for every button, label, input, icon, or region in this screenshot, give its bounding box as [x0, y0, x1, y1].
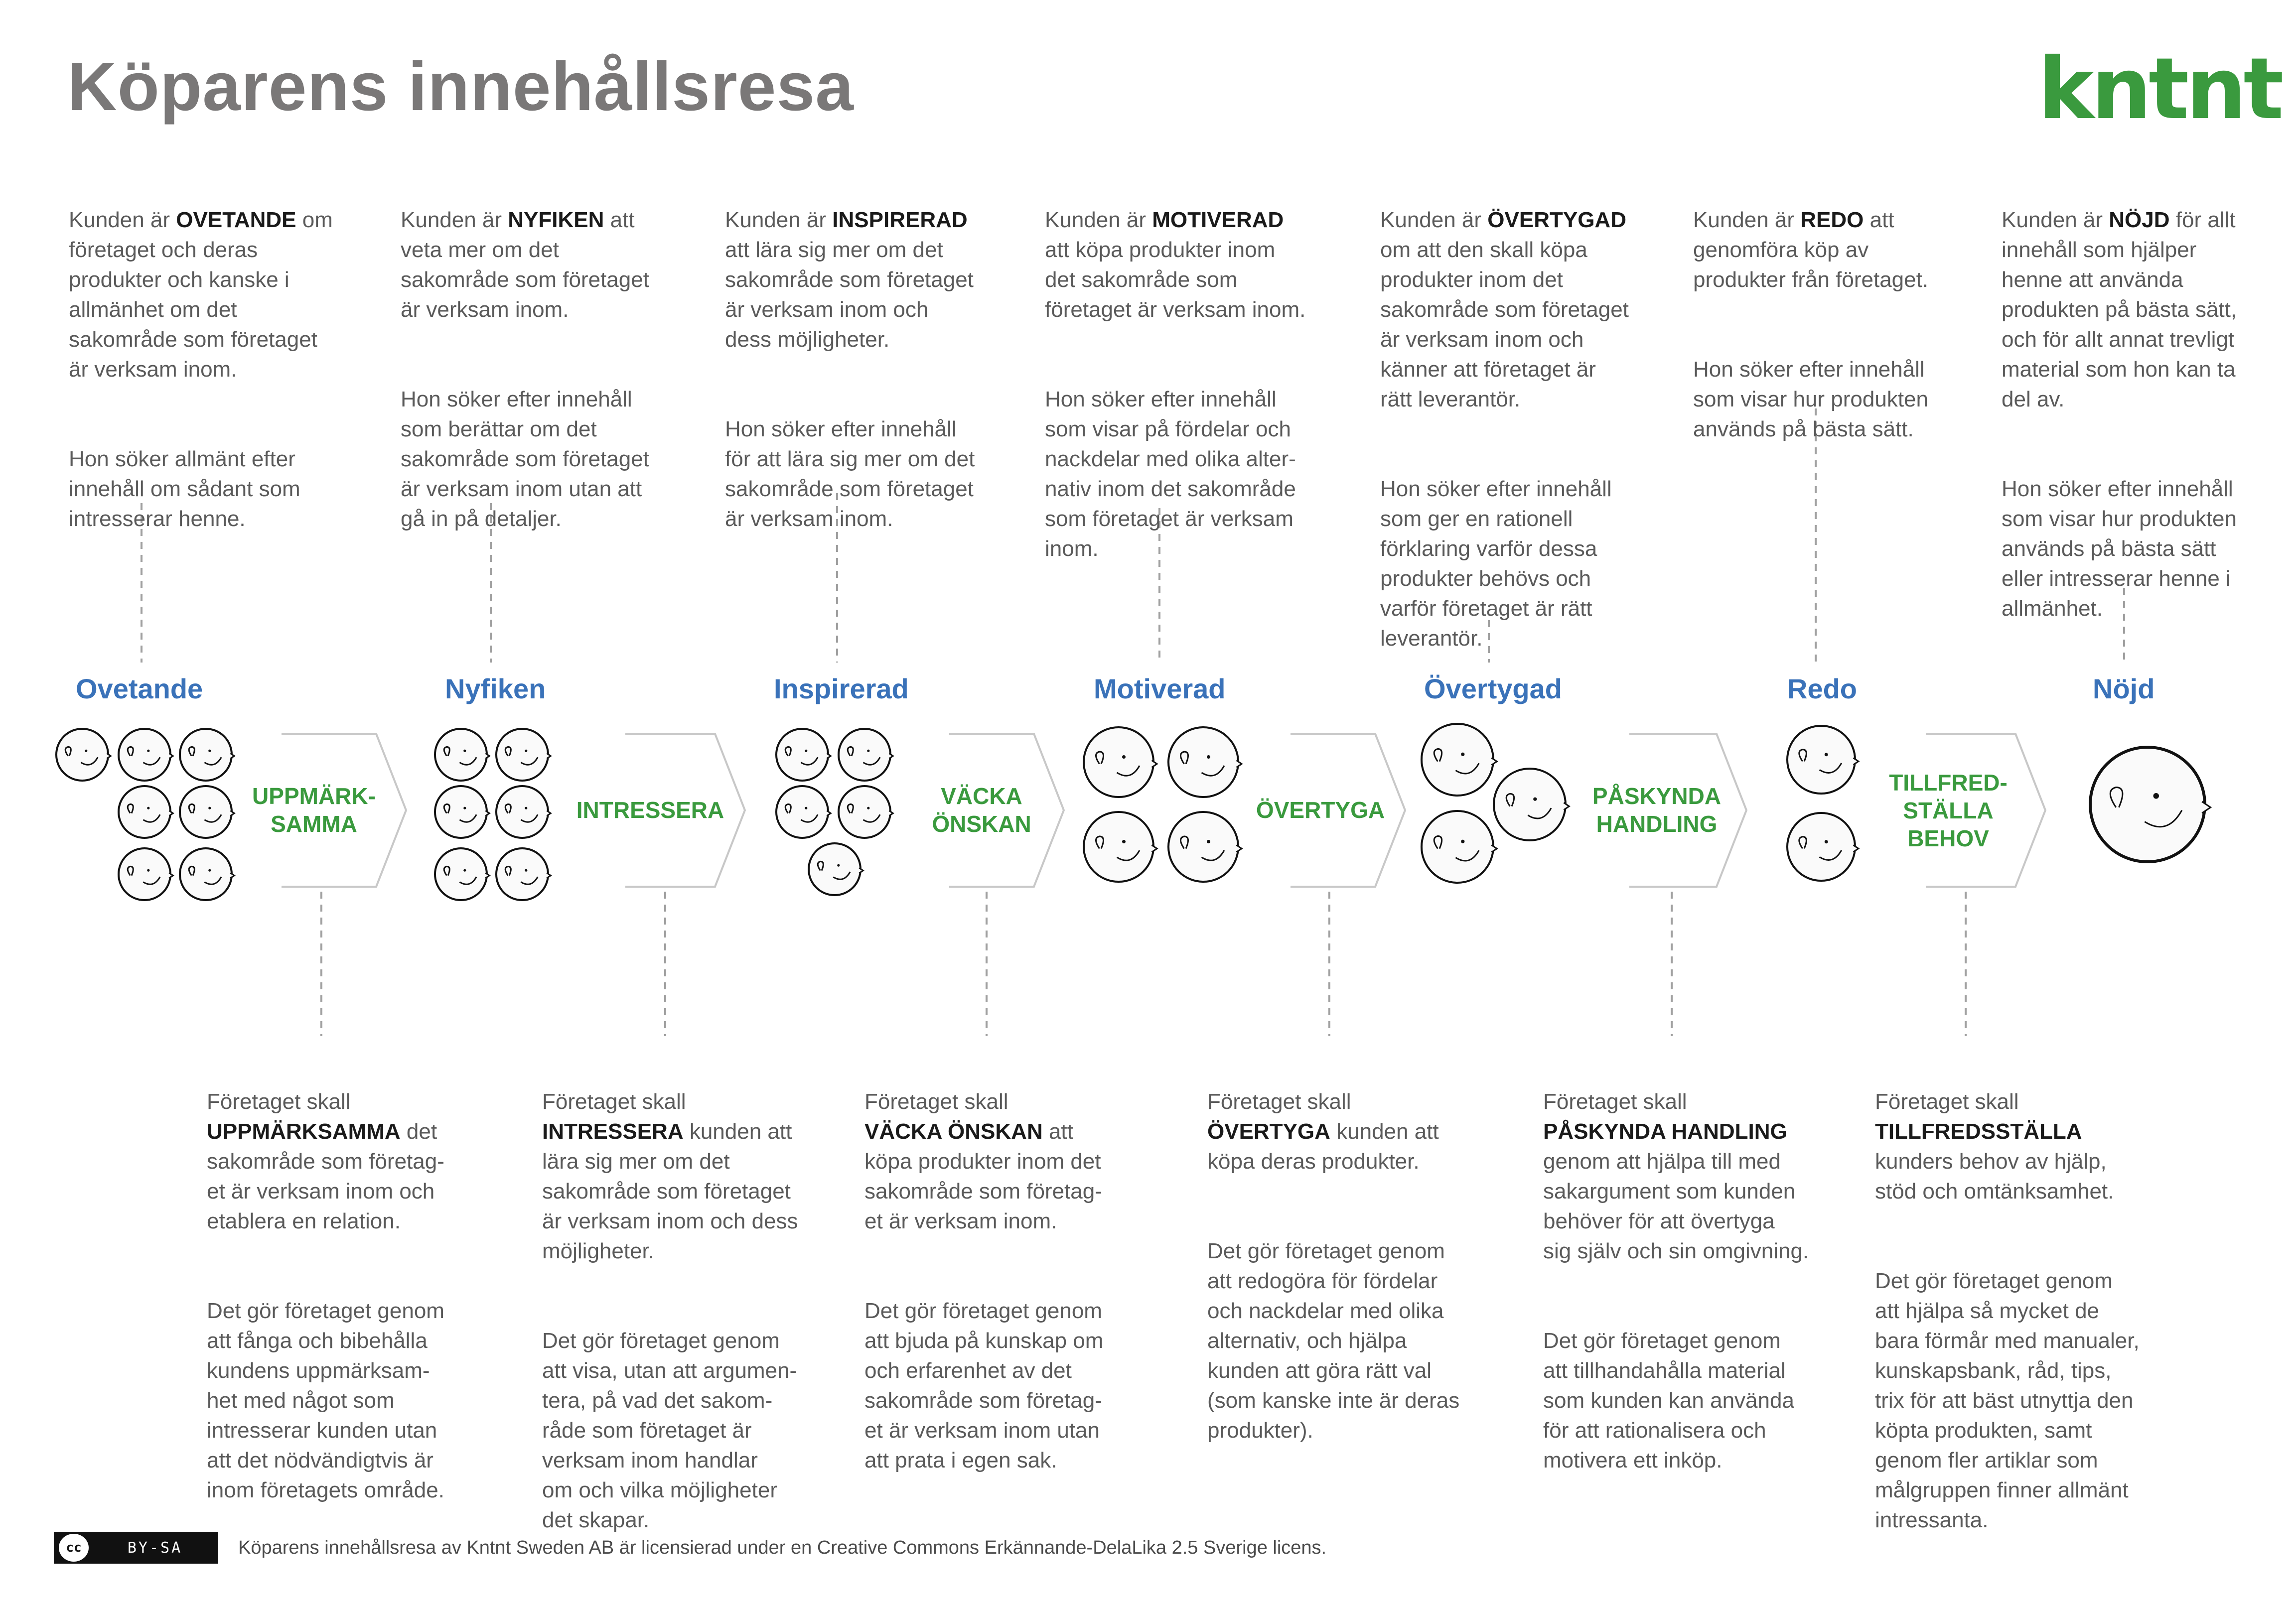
stage-label-nyfiken: Nyfiken	[445, 673, 546, 704]
face-icon-7-eye	[208, 869, 211, 872]
face-icon-6-nose	[169, 873, 173, 878]
face-icon-26-eye	[1825, 753, 1828, 756]
customer-note-5: Kunden är ÖVERTYGAD om att den skall köpa produkter inom det sakområde som företaget är verksam inom och känner att företaget är rätt leverantör. Hon söker efter innehåll som ger en rationell förklaring varför dessa produkter behövs och varför företaget är rätt leverantör.	[1380, 208, 1629, 651]
face-icon-10-nose	[485, 810, 489, 815]
face-icon-11-nose	[547, 810, 551, 815]
face-icon-13-nose	[547, 873, 551, 878]
face-icon-13-eye	[525, 869, 527, 872]
license-text: Köparens innehållsresa av Kntnt Sweden AB är licensierad under en Creative Commons Erkännande-DelaLika 2.5 Sverige licens.	[238, 1537, 1327, 1558]
face-icon-12-eye	[463, 869, 466, 872]
face-icon-23-nose	[1491, 758, 1497, 765]
company-note-4: Företaget skall ÖVERTYGA kunden att köpa deras produkter. Det gör företaget genom att redogöra för fördelar och nackdelar med olika alternativ, och hjälpa kunden att göra rätt val (som kanske inte är deras produkter).	[1207, 1089, 1460, 1443]
stage-label-ovetande: Ovetande	[76, 673, 203, 704]
face-icon-10-eye	[463, 807, 466, 809]
face-icon-25-eye	[1461, 840, 1464, 843]
face-icon-3-eye	[208, 750, 211, 752]
face-icon-11	[496, 786, 548, 838]
face-icon-9-nose	[547, 753, 551, 758]
face-icon-8-eye	[463, 750, 466, 752]
face-icon-20	[1168, 727, 1238, 797]
face-icon-23-eye	[1461, 753, 1464, 756]
face-icon-16-nose	[827, 810, 831, 815]
stage-label-overtygad: Övertygad	[1424, 673, 1562, 704]
face-icon-20-eye	[1207, 755, 1210, 759]
company-note-3: Företaget skall VÄCKA ÖNSKAN att köpa produkter inom det sakområde som företag- et är verksam inom. Det gör företaget genom att bjuda på kunskap om och erfarenhet av det sakområde som företag- et är verksam inom utan att prata i egen sak.	[864, 1089, 1104, 1472]
face-icon-4-eye	[147, 807, 149, 809]
face-icon-4-nose	[169, 810, 173, 815]
face-icon-23	[1422, 724, 1493, 796]
action-label-overtyga: ÖVERTYGA	[1256, 797, 1385, 823]
face-icon-24-eye	[1533, 798, 1537, 801]
license-badge-text: BY-SA	[127, 1539, 183, 1557]
customer-note-1: Kunden är OVETANDE om företaget och deras produkter och kanske i allmänhet om det sakområde som företaget är verksam inom. Hon söker allmänt efter innehåll om sådant som intresserar henne.	[69, 208, 333, 531]
face-icon-19-eye	[1122, 755, 1126, 759]
face-icon-13	[496, 848, 548, 900]
cc-license-badge[interactable]	[54, 1532, 218, 1564]
face-icon-26	[1787, 726, 1855, 794]
stage-label-inspirerad: Inspirerad	[774, 673, 909, 704]
company-note-6: Företaget skall TILLFREDSSTÄLLA kunders behov av hjälp, stöd och omtänksamhet. Det gör företaget genom att hjälpa så mycket de bara förmår med manualer, kunskapsbank, råd, tips, trix för att bäst utnyttja den köpta produkten, samt genom fler artiklar som målgruppen finner allmänt intressanta.	[1875, 1089, 2140, 1532]
face-icon-8	[435, 729, 487, 781]
face-icon-9	[496, 729, 548, 781]
face-icon-3-nose	[230, 753, 234, 758]
face-icon-25	[1422, 811, 1493, 883]
face-icon-14-eye	[805, 750, 807, 752]
face-icon-6	[119, 848, 170, 900]
face-icon-18-nose	[859, 868, 863, 873]
face-icon-16-eye	[805, 807, 807, 809]
face-icon-1-eye	[85, 750, 87, 752]
face-icon-19-nose	[1152, 761, 1157, 768]
face-icon-25-nose	[1491, 845, 1497, 852]
face-icon-1	[56, 729, 108, 781]
face-icon-9-eye	[525, 750, 527, 752]
face-icon-22	[1168, 812, 1238, 882]
face-icon-20-nose	[1237, 761, 1242, 768]
face-icon-5-nose	[230, 810, 234, 815]
face-icon-17-nose	[889, 810, 893, 815]
customer-note-7: Kunden är NÖJD för allt innehåll som hjälper henne att använda produkten på bästa sätt, och för allt annat trevligt material som hon kan ta del av. Hon söker efter innehåll som visar hur produkten används på bästa sätt eller intresserar henne i allmänhet.	[2002, 208, 2237, 621]
face-icon-12-nose	[485, 873, 489, 878]
face-icon-2-eye	[147, 750, 149, 752]
company-note-5: Företaget skall PÅSKYNDA HANDLING genom att hjälpa till med sakargument som kunden behöver för att övertyga sig själv och sin omgivning. Det gör företaget genom att tillhandahålla material som kunden kan använda för att rationalisera och motivera ett inköp.	[1543, 1089, 1809, 1472]
face-icon-18-eye	[837, 864, 840, 867]
face-icon-10	[435, 786, 487, 838]
face-icon-27	[1787, 813, 1855, 881]
face-icon-3	[180, 729, 232, 781]
customer-note-4: Kunden är MOTIVERAD att köpa produkter inom det sakområde som företaget är verksam inom. Hon söker efter innehåll som visar på fördelar och nackdelar med olika alter- nativ inom det sakområde som företaget är verksam inom.	[1045, 208, 1306, 561]
face-icon-7	[180, 848, 232, 900]
face-icon-14	[776, 729, 828, 781]
face-icon-19	[1084, 727, 1153, 797]
face-icon-8-nose	[485, 753, 489, 758]
face-icon-5	[180, 786, 232, 838]
face-icon-7-nose	[230, 873, 234, 878]
face-icon-17-eye	[867, 807, 869, 809]
face-icon-22-eye	[1207, 840, 1210, 843]
face-icon-21-nose	[1152, 845, 1157, 852]
action-label-uppmarksamma: UPPMÄRK- SAMMA	[252, 783, 376, 837]
face-icon-1-nose	[107, 753, 111, 758]
action-label-intressera: INTRESSERA	[576, 797, 724, 823]
company-note-1: Företaget skall UPPMÄRKSAMMA det sakområde som företag- et är verksam inom och etablera en relation. Det gör företaget genom att fånga och bibehålla kundens uppmärksam- het med något som intresserar kunden utan att det nödvändigtvis är inom företagets område.	[207, 1089, 444, 1502]
face-icon-22-nose	[1237, 845, 1242, 852]
face-icon-2	[119, 729, 170, 781]
face-icon-27-eye	[1825, 840, 1828, 843]
face-icon-6-eye	[147, 869, 149, 872]
customer-note-6: Kunden är REDO att genomföra köp av produkter från företaget. Hon söker efter innehåll som visar hur produkten används på bästa sätt.	[1693, 208, 1929, 441]
customer-note-3: Kunden är INSPIRERAD att lära sig mer om det sakområde som företaget är verksam inom och dess möjligheter. Hon söker efter innehåll för att lära sig mer om det sakområde som företaget är verksam inom.	[725, 208, 975, 531]
face-icon-15-eye	[867, 750, 869, 752]
face-icon-24-nose	[1564, 802, 1569, 809]
face-icon-26-nose	[1854, 758, 1859, 765]
stage-label-nojd: Nöjd	[2093, 673, 2155, 704]
face-icon-28-eye	[2153, 793, 2159, 799]
face-icon-24	[1494, 769, 1566, 840]
face-icon-4	[119, 786, 170, 838]
cc-icon: cc	[59, 1534, 89, 1562]
stage-label-motiverad: Motiverad	[1094, 673, 1226, 704]
face-icon-28	[2090, 747, 2205, 862]
company-note-2: Företaget skall INTRESSERA kunden att lära sig mer om det sakområde som företaget är verksam inom och dess möjligheter. Det gör företaget genom att visa, utan att argumen- tera, på vad det sakom- råde som företaget är verksam inom handlar om och vilka möjligheter det skapar.	[542, 1089, 798, 1532]
face-icon-12	[435, 848, 487, 900]
page-title: Köparens innehållsresa	[67, 48, 854, 125]
action-label-tillfredsstalla-behov: TILLFRED- STÄLLA BEHOV	[1889, 770, 2008, 851]
face-icon-2-nose	[169, 753, 173, 758]
face-icon-15-nose	[889, 753, 893, 758]
license-footer	[54, 1532, 1326, 1564]
face-icon-21-eye	[1122, 840, 1126, 843]
face-icon-27-nose	[1854, 845, 1859, 852]
face-icon-14-nose	[827, 753, 831, 758]
action-label-paskynda-handling: PÅSKYNDA HANDLING	[1592, 783, 1722, 837]
face-icon-15	[839, 729, 890, 781]
stage-label-redo: Redo	[1787, 673, 1857, 704]
face-icon-18	[809, 843, 861, 895]
face-icon-17	[839, 786, 890, 838]
face-icon-11-eye	[525, 807, 527, 809]
face-icon-21	[1084, 812, 1153, 882]
customer-note-2: Kunden är NYFIKEN att veta mer om det sakområde som företaget är verksam inom. Hon söker efter innehåll som berättar om det sakområde som företaget är verksam inom utan att gå in på detaljer.	[401, 208, 649, 531]
face-icon-5-eye	[208, 807, 211, 809]
action-label-vacka-onskan: VÄCKA ÖNSKAN	[932, 783, 1031, 837]
face-icon-16	[776, 786, 828, 838]
kntnt-logo: kntnt	[2038, 40, 2281, 138]
